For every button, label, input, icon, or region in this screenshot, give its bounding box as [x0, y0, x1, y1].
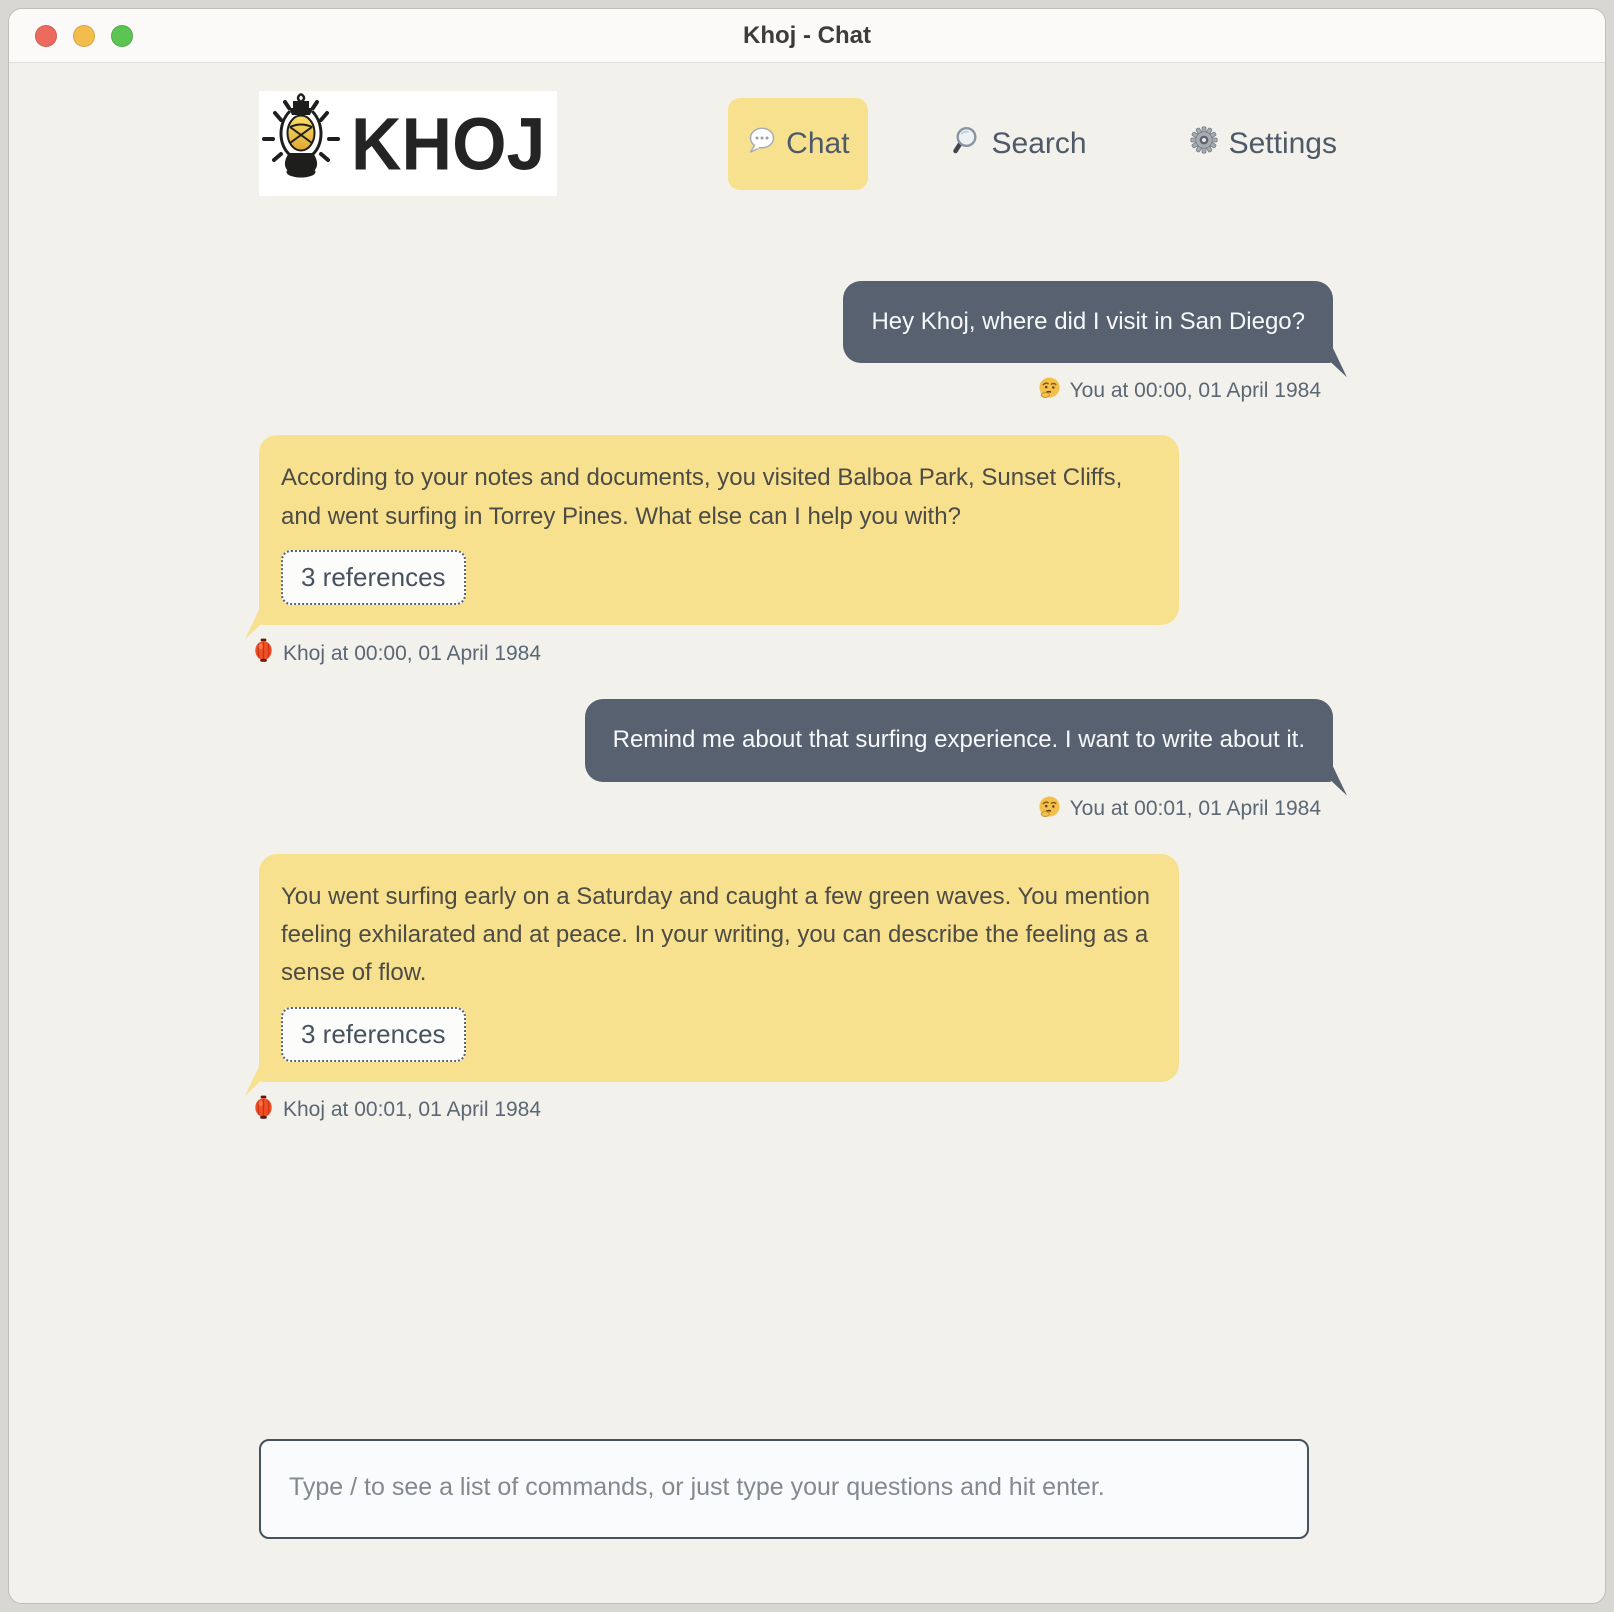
minimize-button[interactable]	[73, 25, 95, 47]
gear-icon	[1189, 125, 1219, 163]
user-message-bubble: Hey Khoj, where did I visit in San Diego?	[843, 281, 1333, 363]
main-nav	[728, 97, 1355, 191]
close-button[interactable]	[35, 25, 57, 47]
khoj-message-bubble	[259, 435, 1179, 625]
speech-balloon-icon	[746, 126, 776, 162]
app-window	[8, 8, 1606, 1604]
references-button[interactable]: 3 references	[281, 550, 466, 605]
titlebar	[9, 9, 1605, 63]
nav-settings[interactable]	[1171, 97, 1355, 191]
magnifier-icon	[952, 125, 982, 163]
khoj-logo	[259, 91, 557, 196]
user-message-meta	[1038, 376, 1321, 405]
message-group-user	[259, 281, 1355, 405]
user-message-bubble: Remind me about that surfing experience. I want to write about it.	[585, 699, 1333, 781]
composer	[259, 1439, 1355, 1539]
nav-search[interactable]	[934, 97, 1105, 191]
khoj-message-text: You went surfing early on a Saturday and caught a few green waves. You mention feeling exhilarated and at peace. In your writing, you can describe the feeling as a sense of flow.	[281, 882, 1151, 987]
nav-chat-label: Chat	[786, 126, 850, 160]
zoom-button[interactable]	[111, 25, 133, 47]
traffic-lights	[35, 25, 133, 47]
message-group-khoj	[259, 854, 1355, 1126]
khoj-message-meta	[253, 638, 541, 669]
nav-settings-label: Settings	[1228, 126, 1337, 160]
user-message-timestamp: You at 00:01, 01 April 1984	[1069, 797, 1321, 821]
red-lantern-icon	[253, 638, 274, 669]
thinking-face-icon	[1038, 795, 1061, 824]
khoj-message-text: According to your notes and documents, you visited Balboa Park, Sunset Cliffs, and went surfing in Torrey Pines. What else can I help you with?	[281, 464, 1123, 530]
khoj-message-timestamp: Khoj at 00:00, 01 April 1984	[283, 641, 542, 665]
user-message-timestamp: You at 00:00, 01 April 1984	[1069, 378, 1321, 402]
khoj-message-meta	[253, 1095, 541, 1126]
red-lantern-icon	[253, 1095, 274, 1126]
thinking-face-icon	[1038, 376, 1061, 405]
chat-log	[259, 281, 1355, 1439]
app-header	[259, 91, 1355, 196]
message-group-user	[259, 699, 1355, 823]
content-column	[259, 63, 1355, 1603]
nav-chat[interactable]	[728, 98, 867, 190]
khoj-message-bubble	[259, 854, 1179, 1082]
user-message-meta	[1038, 795, 1321, 824]
chat-input[interactable]	[259, 1439, 1309, 1539]
logo-wordmark: KHOJ	[351, 102, 546, 185]
window-title: Khoj - Chat	[743, 21, 871, 49]
references-button[interactable]: 3 references	[281, 1007, 466, 1062]
lantern-logo-icon	[259, 93, 343, 194]
khoj-message-timestamp: Khoj at 00:01, 01 April 1984	[283, 1098, 542, 1122]
nav-search-label: Search	[991, 126, 1087, 160]
message-group-khoj	[259, 435, 1355, 669]
